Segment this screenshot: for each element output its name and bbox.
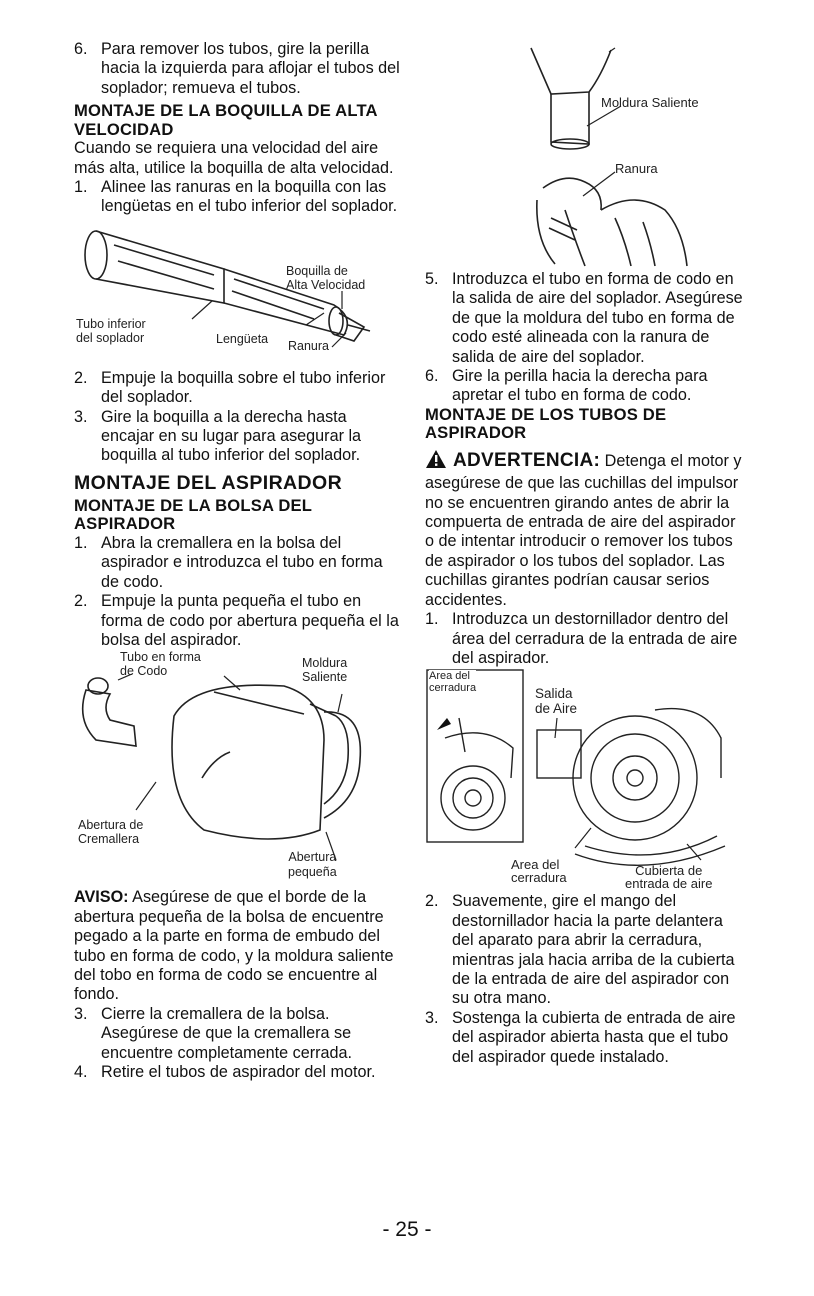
label-slot-2: Ranura	[615, 161, 658, 176]
bag-illustration	[74, 650, 402, 888]
label-small-opening: Abertura pequeña	[288, 850, 337, 880]
label-zipper-opening: Abertura de Cremallera	[78, 818, 144, 847]
nozzle-illustration	[74, 217, 402, 369]
warning-triangle-icon	[425, 449, 447, 474]
elbow-step-6: 6. Gire la perilla hacia la derecha para apretar el tubo en forma de codo.	[425, 367, 708, 405]
step-6-remove-tubes: 6. Para remover los tubos, gire la perilla hacia la izquierda para aflojar el tubos del soplador; remueva el tubos.	[74, 40, 400, 97]
label-high-velocity-nozzle: Boquilla de Alta Velocidad	[286, 263, 366, 292]
inlet-illustration	[425, 668, 743, 892]
label-raised-molding-2: Moldura Saliente	[601, 95, 699, 110]
elbow-figure	[425, 40, 743, 270]
tube-step-1: 1. Introduzca un destornillador dentro del área del cerradura de la entrada de aire del aspirador.	[425, 610, 738, 667]
heading-vacuum-bag: MONTAJE DE LA BOLSA DEL ASPIRADOR	[74, 495, 312, 534]
warning-paragraph: ADVERTENCIA: Detenga el motor y asegúrese de que las cuchillas del impulsor no se encuentren girando antes de abrir la compuerta de entrada de aire del aspirador o de intentar introducir o remover los tubos de aspirador o los tubos del soplador. Las cuchillas girantes podrían causar serios accidentes.	[425, 449, 742, 609]
label-slot: Ranura	[288, 338, 329, 353]
bag-step-2: 2. Empuje la punta pequeña el tubo en forma de codo por abertura pequeña el la bolsa del aspirador.	[74, 592, 399, 649]
tube-step-3: 3. Sostenga la cubierta de entrada de aire del aspirador abierta hasta que el tubo del aspirador quede instalado.	[425, 1008, 736, 1066]
heading-vacuum-assembly: MONTAJE DEL ASPIRADOR	[74, 471, 343, 494]
notice-paragraph: AVISO: Asegúrese de que el borde de la abertura pequeña de la bolsa de encuentre pegado a la parte en forma de embudo del tubo en forma de codo, y la moldura saliente del tobo en forma de codo se encuentre al fondo.	[74, 888, 394, 1004]
label-elbow-tube: Tubo en forma de Codo	[120, 650, 201, 679]
bag-step-4: 4. Retire el tubos de aspirador del motor.	[74, 1062, 376, 1081]
right-column	[425, 40, 743, 1067]
label-raised-molding: Moldura Saliente	[302, 656, 348, 685]
nozzle-step-2: 2. Empuje la boquilla sobre el tubo inferior del soplador.	[74, 368, 386, 407]
heading-high-velocity-nozzle: MONTAJE DE LA BOQUILLA DE ALTA VELOCIDAD	[74, 101, 378, 139]
notice-label: AVISO:	[74, 888, 129, 907]
bag-step-3: 3. Cierre la cremallera de la bolsa. Asegúrese de que la cremallera se encuentre completamente cerrada.	[74, 1004, 353, 1062]
nozzle-step-3: 3. Gire la boquilla a la derecha hasta encajar en su lugar para asegurar la boquilla al tubo inferior del soplador.	[74, 407, 362, 465]
bag-step-1: 1. Abra la cremallera en la bolsa del aspirador e introduzca el tubo en forma de codo.	[74, 533, 383, 591]
inlet-figure	[425, 668, 743, 892]
tube-step-2: 2. Suavemente, gire el mango del destornillador hacia la parte delantera del aparato para abrir la cerradura, mientras jala hacia arriba de la cubierta de la entrada de aire del aspirador con su otra mano.	[425, 892, 735, 1008]
heading-vacuum-tubes: MONTAJE DE LOS TUBOS DE ASPIRADOR	[425, 404, 667, 443]
intro-high-velocity-nozzle: Cuando se requiera una velocidad del aire más alta, utilice la boquilla de alta velocidad.	[74, 139, 394, 177]
label-lock-area-inset: Area del cerradura	[429, 670, 477, 695]
elbow-step-5: 5. Introduzca el tubo en forma de codo en la salida de aire del soplador. Asegúrese de que la moldura del tubo en forma de codo esté alineada con la ranura de salida de aire del soplador.	[425, 270, 743, 366]
nozzle-step-1: 1. Alinee las ranuras en la boquilla con las lengüetas en el tubo inferior del soplador.	[74, 178, 398, 216]
left-column	[74, 40, 402, 1082]
warning-title: ADVERTENCIA:	[453, 449, 601, 471]
elbow-illustration	[425, 40, 743, 270]
bag-figure	[74, 650, 402, 888]
label-air-inlet-cover: Cubierta de entrada de aire	[625, 863, 713, 892]
label-tab: Lengüeta	[216, 331, 269, 346]
nozzle-figure	[74, 217, 402, 369]
label-lower-blower-tube: Tubo inferior del soplador	[76, 316, 146, 345]
label-air-outlet: Salida de Aire	[535, 686, 578, 717]
page-number: - 25 -	[382, 1218, 432, 1241]
label-lock-area: Area del cerradura	[511, 857, 567, 886]
